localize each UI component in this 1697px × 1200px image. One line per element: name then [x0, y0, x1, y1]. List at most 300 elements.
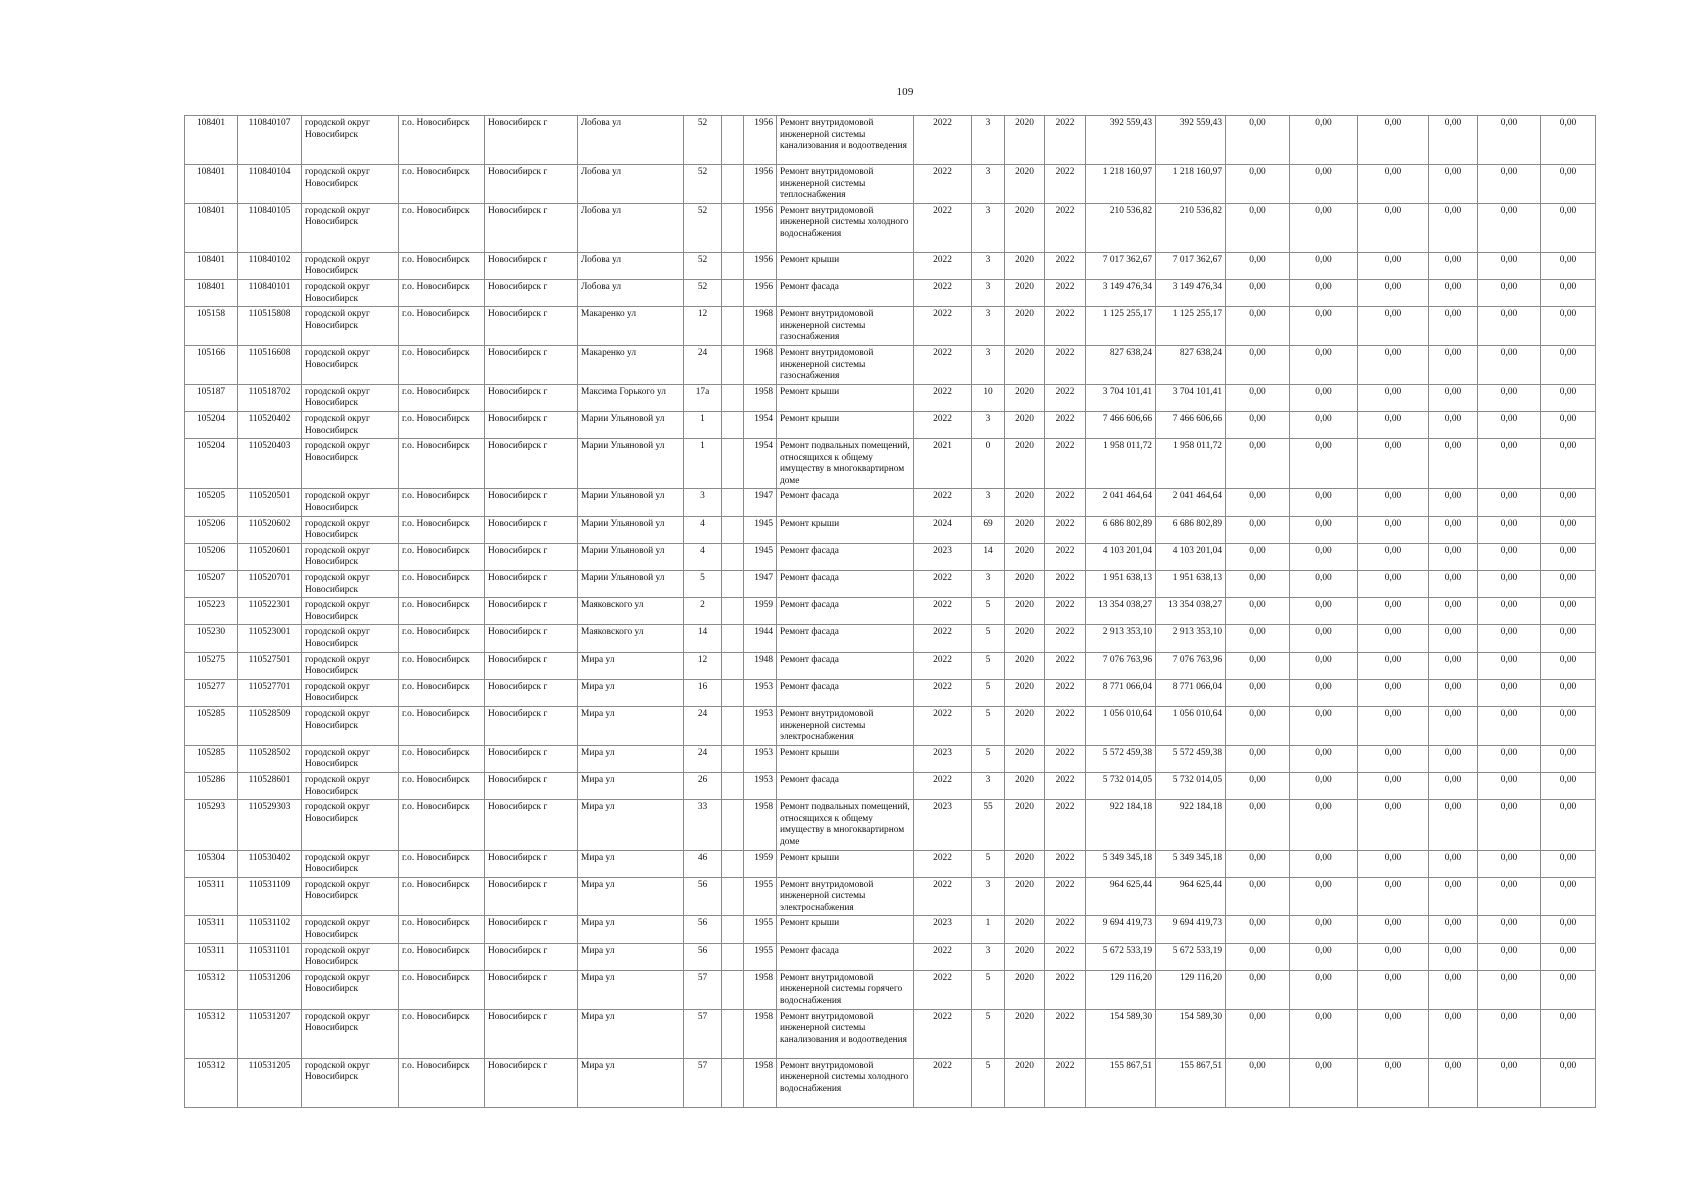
owners-cell: 0,00 [1478, 489, 1541, 516]
cost-cell: 5 732 014,05 [1156, 772, 1226, 799]
period-end-cell: 2022 [1045, 1009, 1086, 1058]
regional-cell: 0,00 [1358, 745, 1429, 772]
build-year-cell: 1945 [744, 516, 777, 543]
table-row [185, 772, 1596, 799]
period-end-cell: 2022 [1045, 652, 1086, 679]
local-cell: 0,00 [1429, 916, 1478, 943]
table-row [185, 516, 1596, 543]
local-cell: 0,00 [1429, 279, 1478, 306]
street-cell: Лобова ул [578, 165, 684, 204]
fund-cell: 0,00 [1226, 279, 1290, 306]
city-district-cell: г.о. Новосибирск [399, 571, 485, 598]
cost-cell: 154 589,30 [1156, 1009, 1226, 1058]
work-id-cell: 110528601 [238, 772, 302, 799]
owners-cell: 0,00 [1478, 439, 1541, 489]
city-district-cell: г.о. Новосибирск [399, 943, 485, 970]
total-cost-cell: 3 149 476,34 [1086, 279, 1156, 306]
local-cell: 0,00 [1429, 1058, 1478, 1107]
house-id-cell: 105277 [185, 679, 238, 706]
owners-cell: 0,00 [1478, 307, 1541, 346]
owners-cell: 0,00 [1478, 1009, 1541, 1058]
cost-cell: 8 771 066,04 [1156, 679, 1226, 706]
city-district-cell: г.о. Новосибирск [399, 772, 485, 799]
table-row [185, 706, 1596, 745]
owners-cell: 0,00 [1478, 970, 1541, 1009]
period-start-cell: 2020 [1005, 439, 1045, 489]
municipality-cell: городской округ Новосибирск [302, 279, 399, 306]
fund-cell: 0,00 [1226, 116, 1290, 165]
building-cell [722, 625, 744, 652]
house-id-cell: 105293 [185, 800, 238, 850]
period-start-cell: 2020 [1005, 411, 1045, 438]
locality-cell: Новосибирск г [485, 679, 578, 706]
fund-cell: 0,00 [1226, 252, 1290, 279]
work-id-cell: 110515808 [238, 307, 302, 346]
owners-cell: 0,00 [1478, 543, 1541, 570]
building-cell [722, 116, 744, 165]
plan-year-cell: 2023 [914, 745, 972, 772]
wear-cell: 3 [972, 877, 1005, 916]
municipality-cell: городской округ Новосибирск [302, 652, 399, 679]
building-cell [722, 345, 744, 384]
cost-cell: 922 184,18 [1156, 800, 1226, 850]
work-type-cell: Ремонт фасада [777, 652, 914, 679]
cost-cell: 1 958 011,72 [1156, 439, 1226, 489]
regional-cell: 0,00 [1358, 598, 1429, 625]
wear-cell: 5 [972, 679, 1005, 706]
work-id-cell: 110518702 [238, 384, 302, 411]
table-row [185, 489, 1596, 516]
build-year-cell: 1945 [744, 543, 777, 570]
work-id-cell: 110530402 [238, 850, 302, 877]
build-year-cell: 1959 [744, 850, 777, 877]
table-row [185, 1009, 1596, 1058]
local-cell: 0,00 [1429, 165, 1478, 204]
municipality-cell: городской округ Новосибирск [302, 1058, 399, 1107]
cost-cell: 13 354 038,27 [1156, 598, 1226, 625]
local-cell: 0,00 [1429, 571, 1478, 598]
other-cell: 0,00 [1541, 279, 1596, 306]
table-row [185, 970, 1596, 1009]
regional-cell: 0,00 [1358, 625, 1429, 652]
cost-cell: 2 913 353,10 [1156, 625, 1226, 652]
period-end-cell: 2022 [1045, 916, 1086, 943]
work-type-cell: Ремонт подвальных помещений, относящихся к общему имуществу в многоквартирном доме [777, 439, 914, 489]
plan-year-cell: 2022 [914, 970, 972, 1009]
plan-year-cell: 2022 [914, 652, 972, 679]
period-end-cell: 2022 [1045, 772, 1086, 799]
regional-cell: 0,00 [1358, 345, 1429, 384]
street-cell: Маяковского ул [578, 625, 684, 652]
period-end-cell: 2022 [1045, 345, 1086, 384]
city-district-cell: г.о. Новосибирск [399, 279, 485, 306]
owners-cell: 0,00 [1478, 411, 1541, 438]
house-id-cell: 105187 [185, 384, 238, 411]
build-year-cell: 1955 [744, 916, 777, 943]
city-district-cell: г.о. Новосибирск [399, 543, 485, 570]
building-cell [722, 652, 744, 679]
table-row [185, 439, 1596, 489]
house-id-cell: 105312 [185, 1009, 238, 1058]
period-start-cell: 2020 [1005, 307, 1045, 346]
total-cost-cell: 5 672 533,19 [1086, 943, 1156, 970]
federal-cell: 0,00 [1290, 706, 1358, 745]
other-cell: 0,00 [1541, 652, 1596, 679]
cost-cell: 3 149 476,34 [1156, 279, 1226, 306]
work-id-cell: 110529303 [238, 800, 302, 850]
local-cell: 0,00 [1429, 970, 1478, 1009]
municipality-cell: городской округ Новосибирск [302, 489, 399, 516]
regional-cell: 0,00 [1358, 439, 1429, 489]
federal-cell: 0,00 [1290, 411, 1358, 438]
fund-cell: 0,00 [1226, 706, 1290, 745]
plan-year-cell: 2023 [914, 916, 972, 943]
period-end-cell: 2022 [1045, 252, 1086, 279]
period-start-cell: 2020 [1005, 571, 1045, 598]
other-cell: 0,00 [1541, 800, 1596, 850]
period-end-cell: 2022 [1045, 970, 1086, 1009]
fund-cell: 0,00 [1226, 384, 1290, 411]
fund-cell: 0,00 [1226, 772, 1290, 799]
total-cost-cell: 7 017 362,67 [1086, 252, 1156, 279]
work-type-cell: Ремонт фасада [777, 279, 914, 306]
cost-cell: 3 704 101,41 [1156, 384, 1226, 411]
house-number-cell: 56 [684, 877, 722, 916]
cost-cell: 1 218 160,97 [1156, 165, 1226, 204]
wear-cell: 3 [972, 165, 1005, 204]
period-start-cell: 2020 [1005, 1009, 1045, 1058]
work-type-cell: Ремонт фасада [777, 598, 914, 625]
building-cell [722, 598, 744, 625]
period-start-cell: 2020 [1005, 252, 1045, 279]
municipality-cell: городской округ Новосибирск [302, 970, 399, 1009]
fund-cell: 0,00 [1226, 411, 1290, 438]
locality-cell: Новосибирск г [485, 516, 578, 543]
period-start-cell: 2020 [1005, 165, 1045, 204]
federal-cell: 0,00 [1290, 745, 1358, 772]
house-number-cell: 14 [684, 625, 722, 652]
other-cell: 0,00 [1541, 772, 1596, 799]
municipality-cell: городской округ Новосибирск [302, 800, 399, 850]
cost-cell: 7 076 763,96 [1156, 652, 1226, 679]
table-row [185, 1058, 1596, 1107]
city-district-cell: г.о. Новосибирск [399, 1009, 485, 1058]
cost-cell: 5 349 345,18 [1156, 850, 1226, 877]
owners-cell: 0,00 [1478, 745, 1541, 772]
house-id-cell: 105204 [185, 439, 238, 489]
other-cell: 0,00 [1541, 598, 1596, 625]
total-cost-cell: 4 103 201,04 [1086, 543, 1156, 570]
work-type-cell: Ремонт крыши [777, 516, 914, 543]
municipality-cell: городской округ Новосибирск [302, 411, 399, 438]
municipality-cell: городской округ Новосибирск [302, 850, 399, 877]
fund-cell: 0,00 [1226, 800, 1290, 850]
work-type-cell: Ремонт внутридомовой инженерной системы канализования и водоотведения [777, 116, 914, 165]
city-district-cell: г.о. Новосибирск [399, 252, 485, 279]
regional-cell: 0,00 [1358, 571, 1429, 598]
total-cost-cell: 1 958 011,72 [1086, 439, 1156, 489]
other-cell: 0,00 [1541, 706, 1596, 745]
fund-cell: 0,00 [1226, 439, 1290, 489]
work-type-cell: Ремонт внутридомовой инженерной системы холодного водоснабжения [777, 203, 914, 252]
locality-cell: Новосибирск г [485, 745, 578, 772]
local-cell: 0,00 [1429, 943, 1478, 970]
local-cell: 0,00 [1429, 625, 1478, 652]
street-cell: Марии Ульяновой ул [578, 516, 684, 543]
owners-cell: 0,00 [1478, 279, 1541, 306]
total-cost-cell: 7 076 763,96 [1086, 652, 1156, 679]
work-id-cell: 110520601 [238, 543, 302, 570]
street-cell: Максима Горького ул [578, 384, 684, 411]
house-number-cell: 4 [684, 516, 722, 543]
work-type-cell: Ремонт внутридомовой инженерной системы газоснабжения [777, 345, 914, 384]
total-cost-cell: 3 704 101,41 [1086, 384, 1156, 411]
wear-cell: 69 [972, 516, 1005, 543]
period-start-cell: 2020 [1005, 679, 1045, 706]
federal-cell: 0,00 [1290, 203, 1358, 252]
locality-cell: Новосибирск г [485, 652, 578, 679]
street-cell: Маяковского ул [578, 598, 684, 625]
house-number-cell: 12 [684, 652, 722, 679]
house-id-cell: 105285 [185, 706, 238, 745]
building-cell [722, 384, 744, 411]
period-start-cell: 2020 [1005, 203, 1045, 252]
plan-year-cell: 2022 [914, 850, 972, 877]
local-cell: 0,00 [1429, 1009, 1478, 1058]
house-number-cell: 52 [684, 116, 722, 165]
street-cell: Марии Ульяновой ул [578, 543, 684, 570]
building-cell [722, 165, 744, 204]
other-cell: 0,00 [1541, 850, 1596, 877]
plan-year-cell: 2022 [914, 307, 972, 346]
fund-cell: 0,00 [1226, 745, 1290, 772]
work-type-cell: Ремонт внутридомовой инженерной системы электроснабжения [777, 877, 914, 916]
house-id-cell: 105312 [185, 1058, 238, 1107]
work-id-cell: 110520701 [238, 571, 302, 598]
plan-year-cell: 2023 [914, 543, 972, 570]
regional-cell: 0,00 [1358, 411, 1429, 438]
house-id-cell: 108401 [185, 165, 238, 204]
build-year-cell: 1958 [744, 970, 777, 1009]
work-type-cell: Ремонт крыши [777, 252, 914, 279]
locality-cell: Новосибирск г [485, 850, 578, 877]
plan-year-cell: 2022 [914, 345, 972, 384]
city-district-cell: г.о. Новосибирск [399, 411, 485, 438]
plan-year-cell: 2022 [914, 203, 972, 252]
regional-cell: 0,00 [1358, 1058, 1429, 1107]
house-id-cell: 105204 [185, 411, 238, 438]
local-cell: 0,00 [1429, 384, 1478, 411]
work-type-cell: Ремонт подвальных помещений, относящихся к общему имуществу в многоквартирном доме [777, 800, 914, 850]
work-type-cell: Ремонт внутридомовой инженерной системы холодного водоснабжения [777, 1058, 914, 1107]
building-cell [722, 252, 744, 279]
wear-cell: 3 [972, 943, 1005, 970]
street-cell: Лобова ул [578, 203, 684, 252]
total-cost-cell: 2 913 353,10 [1086, 625, 1156, 652]
municipality-cell: городской округ Новосибирск [302, 345, 399, 384]
total-cost-cell: 392 559,43 [1086, 116, 1156, 165]
total-cost-cell: 5 572 459,38 [1086, 745, 1156, 772]
work-id-cell: 110531109 [238, 877, 302, 916]
build-year-cell: 1958 [744, 800, 777, 850]
local-cell: 0,00 [1429, 439, 1478, 489]
period-start-cell: 2020 [1005, 706, 1045, 745]
building-cell [722, 1009, 744, 1058]
build-year-cell: 1944 [744, 625, 777, 652]
municipality-cell: городской округ Новосибирск [302, 598, 399, 625]
build-year-cell: 1948 [744, 652, 777, 679]
regional-cell: 0,00 [1358, 772, 1429, 799]
federal-cell: 0,00 [1290, 165, 1358, 204]
municipality-cell: городской округ Новосибирск [302, 943, 399, 970]
locality-cell: Новосибирск г [485, 307, 578, 346]
plan-year-cell: 2022 [914, 706, 972, 745]
wear-cell: 5 [972, 625, 1005, 652]
wear-cell: 3 [972, 203, 1005, 252]
wear-cell: 5 [972, 970, 1005, 1009]
building-cell [722, 679, 744, 706]
work-id-cell: 110531102 [238, 916, 302, 943]
municipality-cell: городской округ Новосибирск [302, 203, 399, 252]
fund-cell: 0,00 [1226, 970, 1290, 1009]
period-start-cell: 2020 [1005, 652, 1045, 679]
owners-cell: 0,00 [1478, 772, 1541, 799]
build-year-cell: 1959 [744, 598, 777, 625]
period-start-cell: 2020 [1005, 489, 1045, 516]
build-year-cell: 1947 [744, 489, 777, 516]
work-id-cell: 110528509 [238, 706, 302, 745]
house-id-cell: 105311 [185, 916, 238, 943]
wear-cell: 3 [972, 411, 1005, 438]
fund-cell: 0,00 [1226, 307, 1290, 346]
work-type-cell: Ремонт крыши [777, 384, 914, 411]
wear-cell: 5 [972, 1009, 1005, 1058]
federal-cell: 0,00 [1290, 345, 1358, 384]
city-district-cell: г.о. Новосибирск [399, 439, 485, 489]
other-cell: 0,00 [1541, 345, 1596, 384]
municipality-cell: городской округ Новосибирск [302, 916, 399, 943]
municipality-cell: городской округ Новосибирск [302, 165, 399, 204]
other-cell: 0,00 [1541, 625, 1596, 652]
other-cell: 0,00 [1541, 411, 1596, 438]
locality-cell: Новосибирск г [485, 345, 578, 384]
local-cell: 0,00 [1429, 652, 1478, 679]
build-year-cell: 1956 [744, 165, 777, 204]
municipality-cell: городской округ Новосибирск [302, 772, 399, 799]
wear-cell: 3 [972, 279, 1005, 306]
build-year-cell: 1958 [744, 384, 777, 411]
locality-cell: Новосибирск г [485, 1009, 578, 1058]
local-cell: 0,00 [1429, 489, 1478, 516]
fund-cell: 0,00 [1226, 543, 1290, 570]
total-cost-cell: 1 125 255,17 [1086, 307, 1156, 346]
build-year-cell: 1958 [744, 1009, 777, 1058]
house-id-cell: 105312 [185, 970, 238, 1009]
plan-year-cell: 2022 [914, 411, 972, 438]
locality-cell: Новосибирск г [485, 706, 578, 745]
fund-cell: 0,00 [1226, 916, 1290, 943]
house-number-cell: 46 [684, 850, 722, 877]
house-number-cell: 1 [684, 411, 722, 438]
house-id-cell: 105275 [185, 652, 238, 679]
house-id-cell: 108401 [185, 116, 238, 165]
house-number-cell: 52 [684, 279, 722, 306]
house-id-cell: 108401 [185, 252, 238, 279]
total-cost-cell: 922 184,18 [1086, 800, 1156, 850]
other-cell: 0,00 [1541, 745, 1596, 772]
regional-cell: 0,00 [1358, 916, 1429, 943]
work-id-cell: 110840107 [238, 116, 302, 165]
street-cell: Макаренко ул [578, 345, 684, 384]
work-id-cell: 110531206 [238, 970, 302, 1009]
wear-cell: 3 [972, 772, 1005, 799]
federal-cell: 0,00 [1290, 850, 1358, 877]
plan-year-cell: 2022 [914, 679, 972, 706]
street-cell: Марии Ульяновой ул [578, 439, 684, 489]
city-district-cell: г.о. Новосибирск [399, 489, 485, 516]
building-cell [722, 877, 744, 916]
street-cell: Мира ул [578, 800, 684, 850]
cost-cell: 1 056 010,64 [1156, 706, 1226, 745]
house-number-cell: 24 [684, 745, 722, 772]
table-row [185, 850, 1596, 877]
federal-cell: 0,00 [1290, 439, 1358, 489]
period-start-cell: 2020 [1005, 384, 1045, 411]
total-cost-cell: 7 466 606,66 [1086, 411, 1156, 438]
work-id-cell: 110527701 [238, 679, 302, 706]
period-end-cell: 2022 [1045, 307, 1086, 346]
federal-cell: 0,00 [1290, 489, 1358, 516]
period-start-cell: 2020 [1005, 916, 1045, 943]
owners-cell: 0,00 [1478, 625, 1541, 652]
build-year-cell: 1953 [744, 772, 777, 799]
fund-cell: 0,00 [1226, 943, 1290, 970]
work-type-cell: Ремонт фасада [777, 943, 914, 970]
work-id-cell: 110531207 [238, 1009, 302, 1058]
house-id-cell: 105166 [185, 345, 238, 384]
fund-cell: 0,00 [1226, 625, 1290, 652]
municipality-cell: городской округ Новосибирск [302, 571, 399, 598]
total-cost-cell: 154 589,30 [1086, 1009, 1156, 1058]
federal-cell: 0,00 [1290, 307, 1358, 346]
building-cell [722, 307, 744, 346]
house-number-cell: 52 [684, 165, 722, 204]
street-cell: Мира ул [578, 943, 684, 970]
plan-year-cell: 2023 [914, 800, 972, 850]
regional-cell: 0,00 [1358, 943, 1429, 970]
wear-cell: 5 [972, 1058, 1005, 1107]
cost-cell: 129 116,20 [1156, 970, 1226, 1009]
work-type-cell: Ремонт фасада [777, 571, 914, 598]
building-cell [722, 745, 744, 772]
table-row [185, 679, 1596, 706]
house-id-cell: 105286 [185, 772, 238, 799]
work-type-cell: Ремонт внутридомовой инженерной системы электроснабжения [777, 706, 914, 745]
wear-cell: 55 [972, 800, 1005, 850]
house-number-cell: 56 [684, 943, 722, 970]
work-id-cell: 110520403 [238, 439, 302, 489]
period-start-cell: 2020 [1005, 116, 1045, 165]
house-id-cell: 108401 [185, 203, 238, 252]
work-type-cell: Ремонт крыши [777, 745, 914, 772]
federal-cell: 0,00 [1290, 279, 1358, 306]
house-id-cell: 105285 [185, 745, 238, 772]
cost-cell: 5 572 459,38 [1156, 745, 1226, 772]
federal-cell: 0,00 [1290, 252, 1358, 279]
cost-cell: 7 017 362,67 [1156, 252, 1226, 279]
municipality-cell: городской округ Новосибирск [302, 516, 399, 543]
federal-cell: 0,00 [1290, 571, 1358, 598]
